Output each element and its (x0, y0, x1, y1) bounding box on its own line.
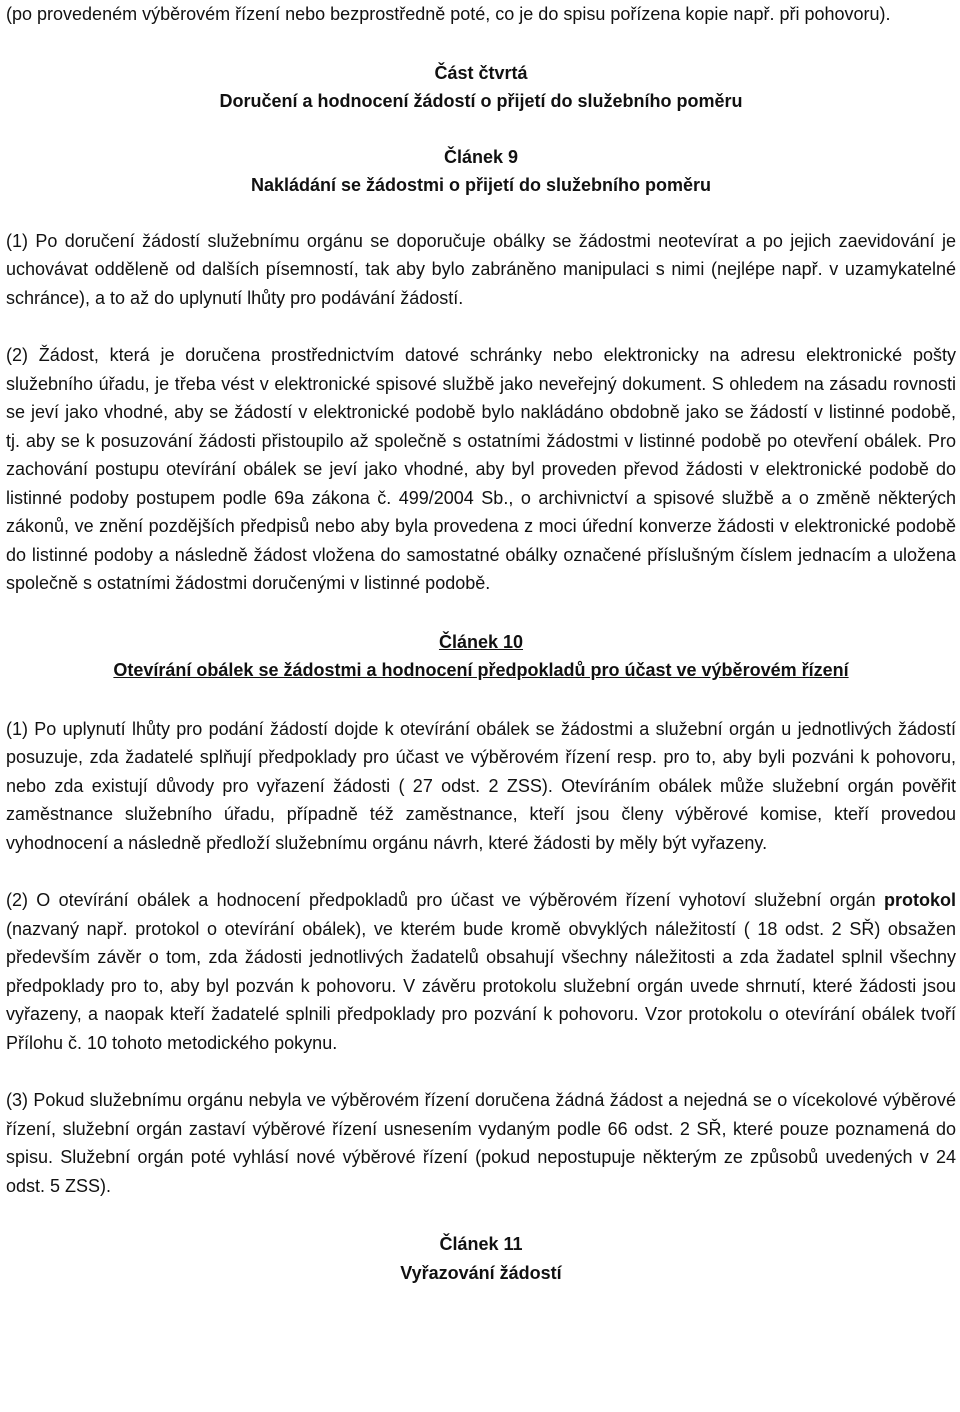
article-9-title: Nakládání se žádostmi o přijetí do služebního poměru (250, 175, 712, 195)
article-9-paragraph-2: (2) Žádost, která je doručena prostřednictvím datové schránky nebo elektronicky na adresu elektronické pošty služebního úřadu, je třeba vést v elektronické spisové službě jako neveřejný dokument. S ohledem na zásadu rovnosti se jeví jako vhodné, aby se žádostí v elektronické podobě bylo nakládáno obdobně jako se žádostí v listinné podobě, tj. aby se k posuzování žádosti přistoupilo až společně s ostatními žádostmi v listinné podobě po otevření obálek. Pro zachování postupu otevírání obálek se jeví jako vhodné, aby byl proveden převod žádosti v elektronické podobě do listinné podoby postupem podle 69a zákona č. 499/2004 Sb., o archivnictví a spisové službě a o změně některých zákonů, ve znění pozdějších předpisů nebo aby byla provedena z moci úřední konverze žádosti v elektronické podobě do listinné podoby a následně žádost vložena do samostatné obálky označené příslušným číslem jednacím a uložena společně s ostatními žádostmi doručenými v listinné podobě. (6, 345, 956, 593)
article-10-paragraph-2 (6, 886, 956, 1057)
part-title: Doručení a hodnocení žádostí o přijetí do služebního poměru (219, 91, 743, 111)
article-10-paragraph-3: (3) Pokud služebnímu orgánu nebyla ve výběrovém řízení doručena žádná žádost a nejedná se o vícekolové výběrové řízení, služební orgán zastaví výběrové řízení usnesením vydaným podle 66 odst. 2 SŘ, které pouze poznamená do spisu. Služební orgán poté vyhlásí nové výběrové řízení (pokud nepostupuje některým ze způsobů uvedených v 24 odst. 5 ZSS). (6, 1090, 956, 1196)
article-10-paragraph-1: (1) Po uplynutí lhůty pro podání žádostí dojde k otevírání obálek se žádostmi a služební orgán u jednotlivých žádostí posuzuje, zda žadatelé splňují předpoklady pro účast ve výběrovém řízení resp. pro to, aby byli pozváni k pohovoru, nebo zda existují důvody pro vyřazení žádosti ( 27 odst. 2 ZSS). Otevíráním obálek může služební orgán pověřit zaměstnance služebního úřadu, případně též zaměstnance, kteří jsou členy výběrové komise, kteří provedou vyhodnocení a následně předloží služebnímu orgánu návrh, které žádosti by měly být vyřazeny. (6, 718, 956, 853)
protokol-term: protokol (884, 890, 956, 910)
article-11-heading: Článek 11 (439, 1234, 523, 1254)
article-10-title: Otevírání obálek se žádostmi a hodnocení předpokladů pro účast ve výběrovém řízení (113, 660, 849, 680)
article-9-paragraph-1: (1) Po doručení žádostí služebnímu orgánu se doporučuje obálky se žádostmi neotevírat a po jejich zaevidování je uchovávat odděleně od dalších písemností, tak aby bylo zabráněno manipulaci s nimi (nejlépe např. v uzamykatelné schránce), a to až do uplynutí lhůty pro podávání žádostí. (6, 230, 956, 308)
article-10-paragraph-2-end: (nazvaný např. protokol o otevírání obálek), ve kterém bude kromě obvyklých náležitostí ( 18 odst. 2 SŘ) obsažen především závěr o tom, zda žádosti jednotlivých žadatelů obsahují všechny náležitosti a zda žadatel splnil všechny předpoklady pro to, aby byl pozván k pohovoru. V závěru protokolu služební orgán uvede shrnutí, které žádosti jsou vyřazeny, a naopak kteří žadatelé splnili předpoklady pro pozvání k pohovoru. Vzor protokolu o otevírání obálek tvoří Přílohu č. 10 tohoto metodického pokynu. (6, 918, 956, 1053)
part-heading: Část čtvrtá (434, 62, 528, 83)
article-10-heading: Článek 10 (438, 631, 524, 652)
intro-paragraph: (po provedeném výběrovém řízení nebo bezprostředně poté, co je do spisu pořízena kopie např. při pohovoru). (6, 4, 891, 24)
article-10-paragraph-2-start: (2) O otevírání obálek a hodnocení předpokladů pro účast ve výběrovém řízení vyhotoví služební orgán (6, 890, 884, 910)
article-11-title: Vyřazování žádostí (400, 1262, 562, 1283)
article-9-heading: Článek 9 (443, 146, 519, 167)
